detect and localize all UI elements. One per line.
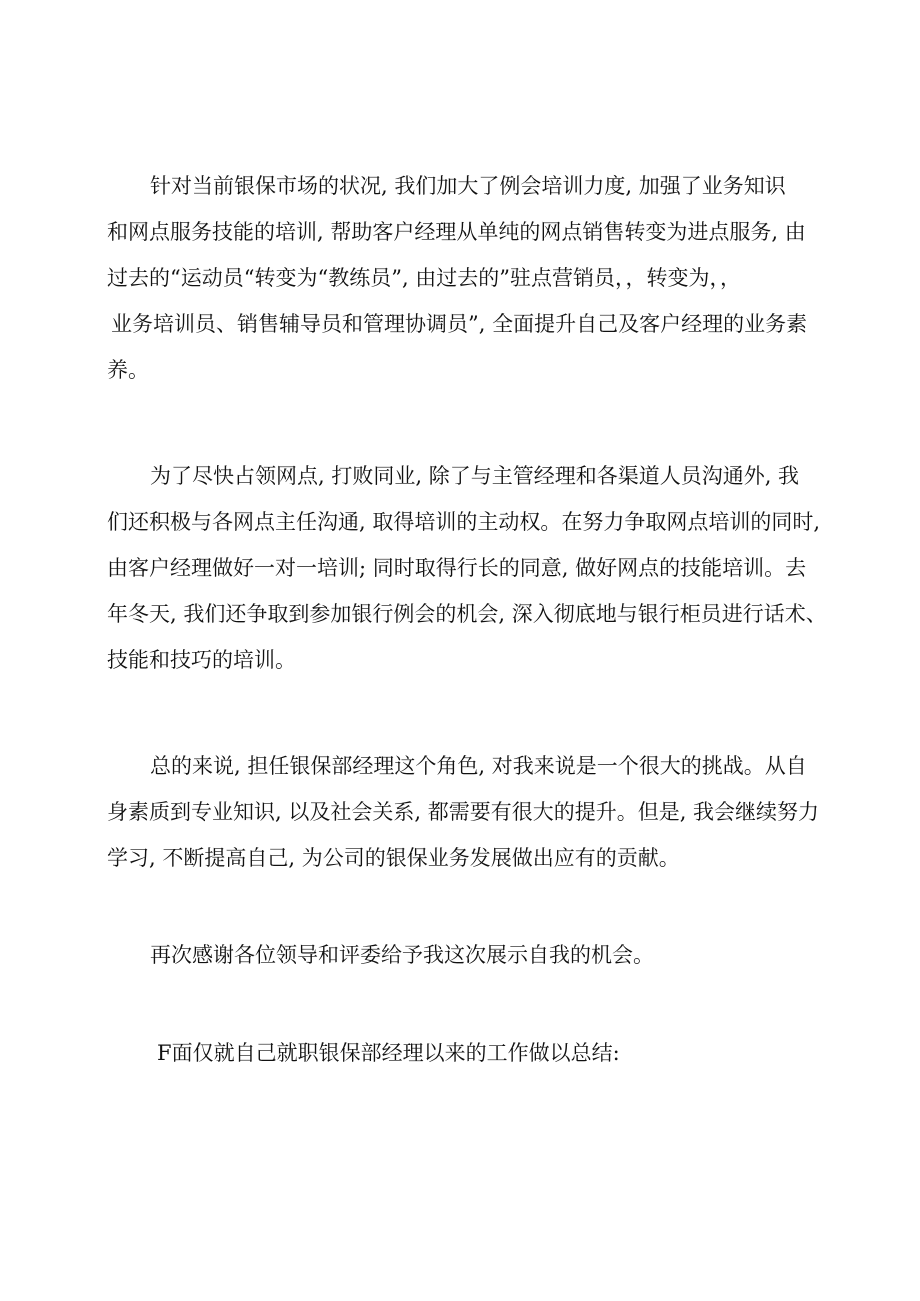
paragraph-line: 业务培训员、销售辅导员和管理协调员”, 全面提升自己及客户经理的业务素 — [111, 312, 808, 336]
paragraph-line: F面仅就自己就职银保部经理以来的工作做以总结: — [157, 1041, 620, 1065]
paragraph-line: 为了尽快占领网点, 打败同业, 除了与主管经理和各渠道人员沟通外, 我 — [150, 464, 800, 488]
paragraph-line: 和网点服务技能的培训, 帮助客户经理从单纯的网点销售转变为进点服务, 由 — [107, 220, 806, 244]
paragraph-line: 由客户经理做好一对一培训; 同时取得行长的同意, 做好网点的技能培训。去 — [107, 556, 807, 580]
paragraph-line: 技能和技巧的培训。 — [107, 648, 296, 672]
paragraph-line: 过去的“运动员“转变为“教练员”, 由过去的”驻点营销员，，转变为，， — [107, 266, 742, 290]
paragraph-line: 年冬天, 我们还争取到参加银行例会的机会, 深入彻底地与银行柜员进行话术、 — [107, 602, 827, 626]
paragraph-line: 养。 — [107, 358, 149, 382]
paragraph-line: 学习, 不断提高自己, 为公司的银保业务发展做出应有的贡献。 — [107, 846, 680, 870]
paragraph-line: 身素质到专业知识, 以及社会关系, 都需要有很大的提升。但是, 我会继续努力 — [107, 800, 820, 824]
paragraph-line: 总的来说, 担任银保部经理这个角色, 对我来说是一个很大的挑战。从自 — [150, 754, 807, 778]
paragraph-line: 针对当前银保市场的状况, 我们加大了例会培训力度, 加强了业务知识 — [150, 174, 786, 198]
paragraph-line: 再次感谢各位领导和评委给予我这次展示自我的机会。 — [150, 943, 654, 967]
paragraph-line: 们还积极与各网点主任沟通, 取得培训的主动权。在努力争取网点培训的同时, — [107, 510, 821, 534]
